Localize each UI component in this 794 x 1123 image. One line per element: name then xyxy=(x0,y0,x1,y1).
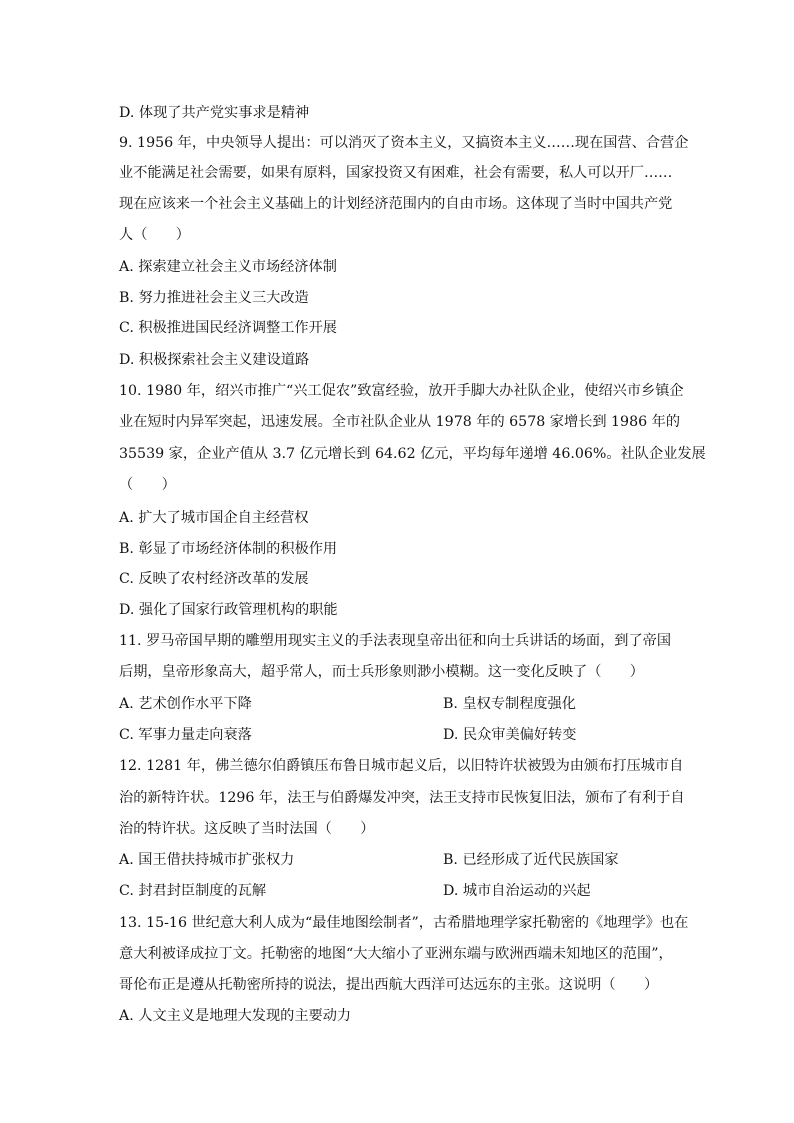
q10-option-a: A. 扩大了城市国企自主经营权 xyxy=(119,510,309,526)
q9-stem-line-1: 9. 1956 年，中央领导人提出：可以消灭了资本主义，又搞资本主义……现在国营、合营企 xyxy=(119,135,689,151)
q11-option-d: D. 民众审美偏好转变 xyxy=(443,727,577,743)
q12-stem-line-3: 治的特许状。这反映了当时法国（ ） xyxy=(119,821,375,837)
q11-option-a: A. 艺术创作水平下降 xyxy=(119,696,252,712)
q9-option-c: C. 积极推进国民经济调整工作开展 xyxy=(119,320,337,336)
q9-option-b: B. 努力推进社会主义三大改造 xyxy=(119,290,309,306)
q9-stem-line-3: 现在应该来一个社会主义基础上的计划经济范围内的自由市场。这体现了当时中国共产党 xyxy=(119,196,673,212)
q10-option-b: B. 彰显了市场经济体制的积极作用 xyxy=(119,541,338,557)
q10-stem-line-1: 10. 1980 年，绍兴市推广“兴工促农”致富经验，放开手脚大办社队企业，使绍兴市乡镇企 xyxy=(119,383,684,399)
q11-stem-line-2: 后期，皇帝形象高大，超乎常人，而士兵形象则渺小模糊。这一变化反映了（ ） xyxy=(119,664,644,680)
q11-option-c: C. 军事力量走向衰落 xyxy=(119,727,252,743)
q12-option-d: D. 城市自治运动的兴起 xyxy=(443,883,591,899)
q10-stem-line-3: 35539 家，企业产值从 3.7 亿元增长到 64.62 亿元，平均每年递增 46.06%。社队企业发展 xyxy=(119,446,706,462)
option-d-prev: D. 体现了共产党实事求是精神 xyxy=(119,105,310,121)
q9-option-a: A. 探索建立社会主义市场经济体制 xyxy=(119,259,337,275)
q11-option-b: B. 皇权专制程度强化 xyxy=(443,696,576,712)
q10-option-c: C. 反映了农村经济改革的发展 xyxy=(119,571,309,587)
q12-option-c: C. 封君封臣制度的瓦解 xyxy=(119,883,267,899)
q12-option-b: B. 已经形成了近代民族国家 xyxy=(443,852,619,868)
q9-stem-line-2: 业不能满足社会需要，如果有原料，国家投资又有困难，社会有需要，私人可以开厂…… xyxy=(119,165,673,181)
q11-stem-line-1: 11. 罗马帝国早期的雕塑用现实主义的手法表现皇帝出征和向士兵讲话的场面，到了帝国 xyxy=(119,633,672,649)
q10-stem-line-4: （ ） xyxy=(119,477,176,493)
q10-stem-line-2: 业在短时内异军突起，迅速发展。全市社队企业从 1978 年的 6578 家增长到 1986 年的 xyxy=(119,414,681,430)
q12-stem-line-2: 治的新特许状。1296 年，法王与伯爵爆发冲突，法王支持市民恢复旧法，颁布了有利于自 xyxy=(119,790,685,806)
q13-option-a: A. 人文主义是地理大发现的主要动力 xyxy=(119,1008,352,1024)
q12-stem-line-1: 12. 1281 年，佛兰德尔伯爵镇压布鲁日城市起义后，以旧特许状被毁为由颁布打压城市自 xyxy=(119,758,684,774)
q9-stem-line-4: 人（ ） xyxy=(119,227,190,243)
q10-option-d: D. 强化了国家行政管理机构的职能 xyxy=(119,602,338,618)
q13-stem-line-2: 意大利被译成拉丁文。托勒密的地图“大大缩小了亚洲东端与欧洲西端未知地区的范围”， xyxy=(119,946,673,962)
q13-stem-line-1: 13. 15-16 世纪意大利人成为“最佳地图绘制者”，古希腊地理学家托勒密的《地理学》也在 xyxy=(119,915,689,931)
q13-stem-line-3: 哥伦布正是遵从托勒密所持的说法，提出西航大西洋可达远东的主张。这说明（ ） xyxy=(119,977,659,993)
q12-option-a: A. 国王借扶持城市扩张权力 xyxy=(119,852,295,868)
q9-option-d: D. 积极探索社会主义建设道路 xyxy=(119,352,310,368)
